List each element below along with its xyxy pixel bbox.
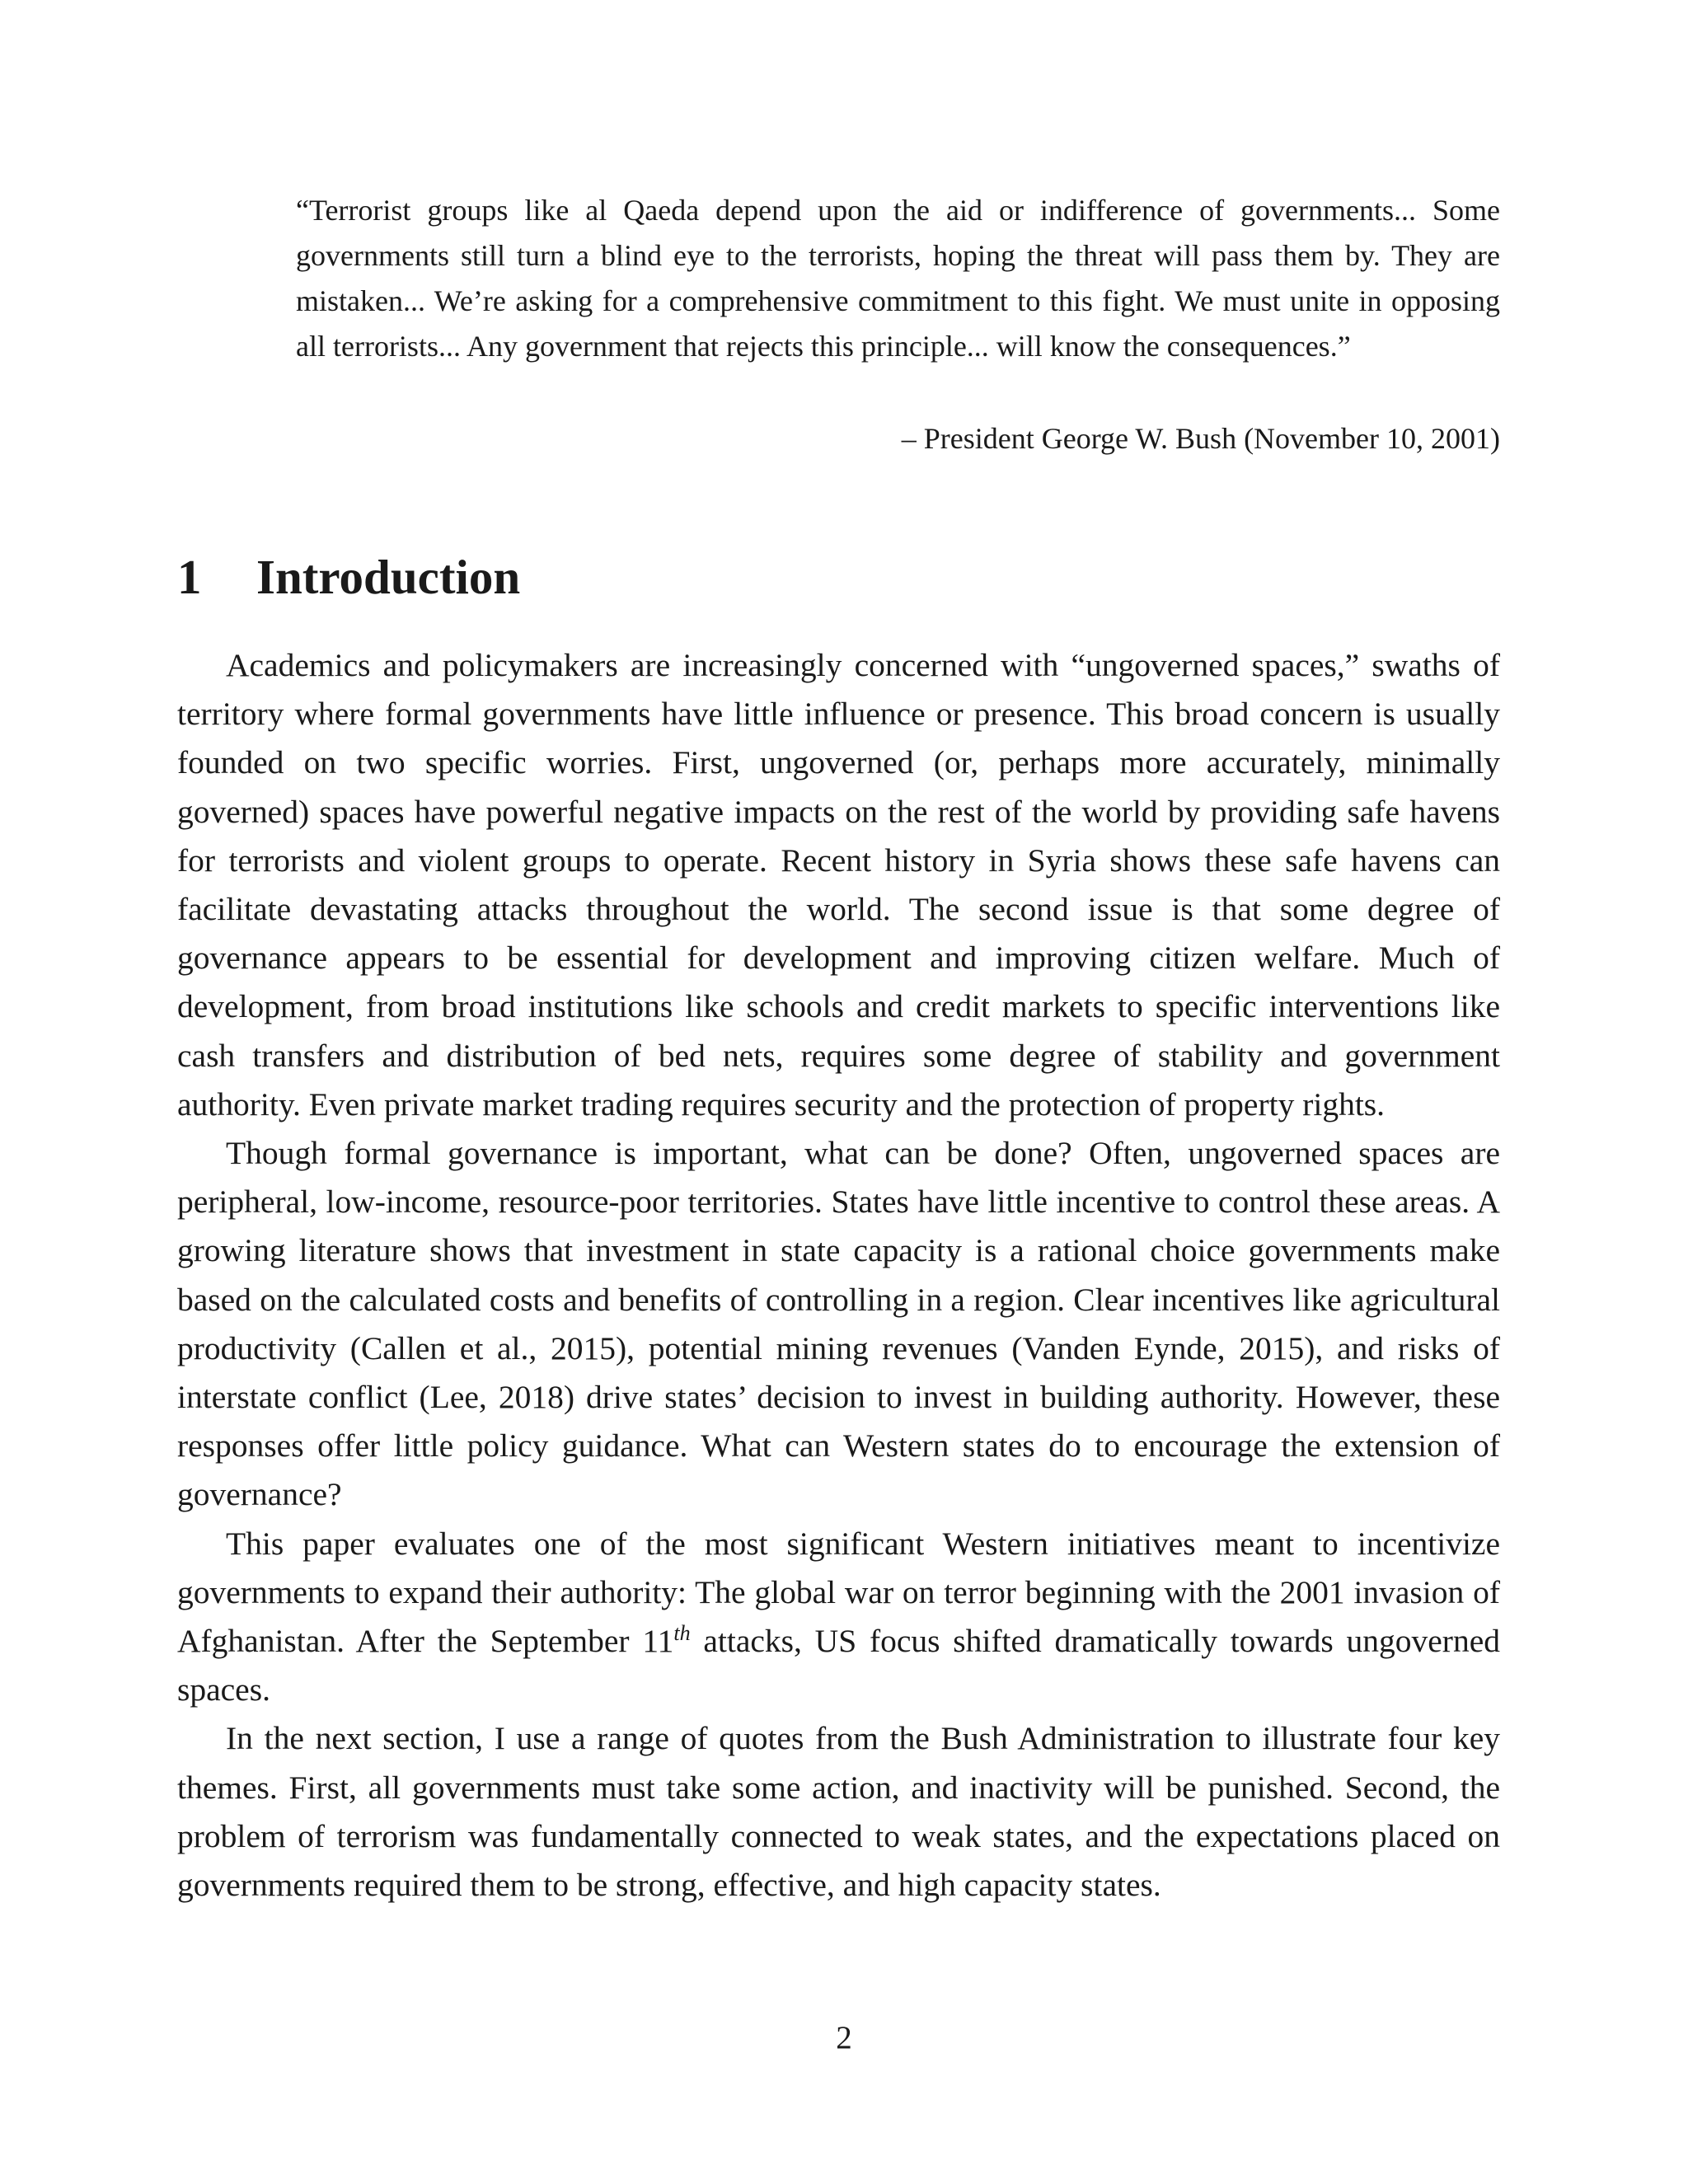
page-number: 2 bbox=[836, 2020, 852, 2055]
epigraph-attribution: – President George W. Bush (November 10, 2001) bbox=[901, 422, 1500, 455]
superscript-th: th bbox=[673, 1621, 691, 1646]
section-number: 1 bbox=[177, 550, 202, 604]
paragraph-2: Though formal governance is important, what can be done? Often, ungoverned spaces are peripheral, low-income, resource-poor territories. States have little incentive to control these areas. A growing literature shows that investment in state capacity is a rational choice governments make based on the calculated costs and benefits of controlling in a region. Clear incentives like agricultural productivity (Callen et al., 2015), potential mining revenues (Vanden Eynde, 2015), and risks of interstate conflict (Lee, 2018) drive states’ decision to invest in building authority. However, these responses offer little policy guidance. What can Western states do to encourage the extension of governance? bbox=[177, 1135, 1500, 1513]
body-text bbox=[177, 641, 1500, 1910]
epigraph-quote: “Terrorist groups like al Qaeda depend upon the aid or indifference of governments... Some governments still turn a blind eye to the terrorists, hoping the threat will pass them by. They are mistaken... We’re asking for a comprehensive commitment to this fight. We must unite in opposing all terrorists... Any government that rejects this principle... will know the consequences.” bbox=[296, 194, 1500, 363]
paragraph-4: In the next section, I use a range of quotes from the Bush Administration to illustrate four key themes. First, all governments must take some action, and inactivity will be punished. Second, the problem of terrorism was fundamentally connected to weak states, and the expectations placed on governments required them to be strong, effective, and high capacity states. bbox=[177, 1720, 1500, 1904]
section-heading bbox=[177, 548, 520, 606]
paragraph-3 bbox=[177, 1520, 1500, 1715]
paragraph-3-text-end: attacks, US focus shifted dramatically towards ungoverned spaces. bbox=[177, 1623, 1500, 1708]
section-title: Introduction bbox=[256, 550, 521, 604]
paragraph-3-text-start: This paper evaluates one of the most significant Western initiatives meant to incentivize governments to expand their authority: The global war on terror beginning with the 2001 invasion of Afghanistan. After the September 11 bbox=[177, 1525, 1500, 1660]
paragraph-1: Academics and policymakers are increasingly concerned with “ungoverned spaces,” swaths of territory where formal governments have little influence or presence. This broad concern is usually founded on two specific worries. First, ungoverned (or, perhaps more accurately, minimally governed) spaces have powerful negative impacts on the rest of the world by providing safe havens for terrorists and violent groups to operate. Recent history in Syria shows these safe havens can facilitate devastating attacks throughout the world. The second issue is that some degree of governance appears to be essential for development and improving citizen welfare. Much of development, from broad institutions like schools and credit markets to specific interventions like cash transfers and distribution of bed nets, requires some degree of stability and government authority. Even private market trading requires security and the protection of property rights. bbox=[177, 647, 1500, 1122]
